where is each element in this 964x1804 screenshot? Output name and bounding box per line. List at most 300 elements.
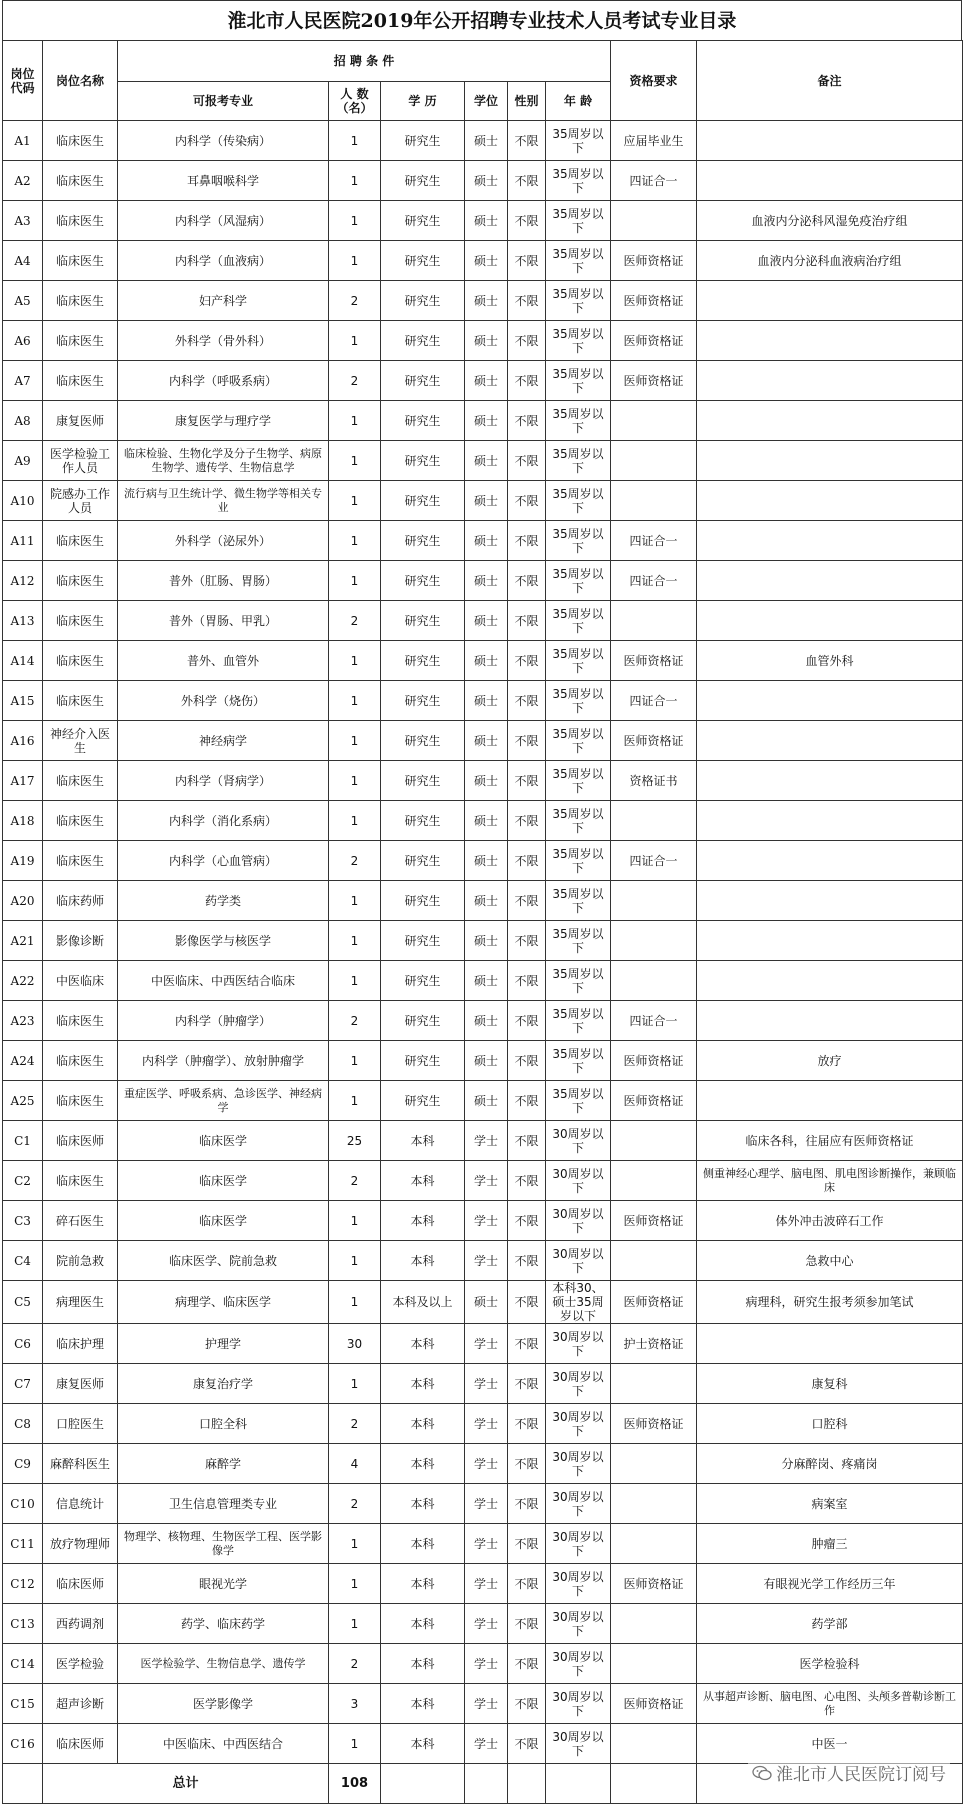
row-education: 研究生: [381, 601, 465, 641]
row-count: 1: [329, 721, 381, 761]
row-degree: 硕士: [465, 561, 508, 601]
row-note: 血液内分泌科血液病治疗组: [697, 241, 963, 281]
row-code: A24: [3, 1041, 43, 1081]
row-count: 1: [329, 161, 381, 201]
row-qualification: [611, 921, 697, 961]
table-row: [3, 1161, 963, 1201]
row-age: 30周岁以下: [546, 1524, 611, 1564]
row-note: [697, 881, 963, 921]
row-major: 眼视光学: [118, 1564, 329, 1604]
row-note: 口腔科: [697, 1404, 963, 1444]
row-major: 内科学（风湿病）: [118, 201, 329, 241]
row-education: 本科: [381, 1161, 465, 1201]
row-age: 30周岁以下: [546, 1324, 611, 1364]
row-count: 1: [329, 1241, 381, 1281]
row-qualification: [611, 1161, 697, 1201]
row-degree: 硕士: [465, 761, 508, 801]
row-education: 研究生: [381, 681, 465, 721]
row-qualification: [611, 1724, 697, 1764]
row-gender: 不限: [508, 841, 546, 881]
row-education: 研究生: [381, 321, 465, 361]
row-code: A6: [3, 321, 43, 361]
row-degree: 硕士: [465, 201, 508, 241]
row-degree: 硕士: [465, 521, 508, 561]
table-row: [3, 281, 963, 321]
row-post: 临床医生: [43, 681, 118, 721]
row-education: 研究生: [381, 481, 465, 521]
table-row: [3, 641, 963, 681]
row-education: 研究生: [381, 241, 465, 281]
row-major: 中医临床、中西医结合临床: [118, 961, 329, 1001]
table-row: [3, 681, 963, 721]
row-degree: 硕士: [465, 601, 508, 641]
row-gender: 不限: [508, 961, 546, 1001]
row-code: C1: [3, 1121, 43, 1161]
row-post: 临床医生: [43, 521, 118, 561]
row-code: A14: [3, 641, 43, 681]
row-gender: 不限: [508, 1281, 546, 1324]
row-gender: 不限: [508, 1001, 546, 1041]
row-gender: 不限: [508, 441, 546, 481]
row-gender: 不限: [508, 1161, 546, 1201]
row-gender: 不限: [508, 681, 546, 721]
row-post: 医学检验工作人员: [43, 441, 118, 481]
table-row: [3, 1484, 963, 1524]
row-major: 医学影像学: [118, 1684, 329, 1724]
row-qualification: [611, 201, 697, 241]
row-post: 临床医生: [43, 561, 118, 601]
row-post: 临床医师: [43, 1564, 118, 1604]
row-major: 医学检验学、生物信息学、遗传学: [118, 1644, 329, 1684]
row-post: 临床医生: [43, 161, 118, 201]
row-gender: 不限: [508, 881, 546, 921]
row-qualification: 四证合一: [611, 161, 697, 201]
row-count: 1: [329, 1041, 381, 1081]
row-gender: 不限: [508, 1684, 546, 1724]
row-note: [697, 1324, 963, 1364]
row-major: 内科学（传染病）: [118, 121, 329, 161]
row-code: C8: [3, 1404, 43, 1444]
row-code: C3: [3, 1201, 43, 1241]
total-empty-cell: [465, 1764, 508, 1804]
row-code: A22: [3, 961, 43, 1001]
row-qualification: 四证合一: [611, 561, 697, 601]
row-qualification: 医师资格证: [611, 1041, 697, 1081]
row-age: 30周岁以下: [546, 1724, 611, 1764]
row-major: 外科学（烧伤）: [118, 681, 329, 721]
row-count: 2: [329, 1484, 381, 1524]
row-age: 35周岁以下: [546, 401, 611, 441]
row-degree: 学士: [465, 1444, 508, 1484]
row-age: 30周岁以下: [546, 1644, 611, 1684]
row-qualification: [611, 1241, 697, 1281]
row-post: 临床医生: [43, 641, 118, 681]
row-code: C4: [3, 1241, 43, 1281]
row-degree: 学士: [465, 1161, 508, 1201]
table-row: [3, 1644, 963, 1684]
row-gender: 不限: [508, 601, 546, 641]
row-note: 肿瘤三: [697, 1524, 963, 1564]
row-qualification: [611, 1121, 697, 1161]
row-code: A1: [3, 121, 43, 161]
row-qualification: [611, 1444, 697, 1484]
recruitment-table: [2, 40, 963, 1804]
table-row: [3, 601, 963, 641]
row-post: 神经介入医生: [43, 721, 118, 761]
row-major: 内科学（肾病学）: [118, 761, 329, 801]
row-qualification: 护士资格证: [611, 1324, 697, 1364]
row-count: 1: [329, 1564, 381, 1604]
table-row: [3, 1324, 963, 1364]
row-major: 康复治疗学: [118, 1364, 329, 1404]
row-qualification: 医师资格证: [611, 241, 697, 281]
row-code: A13: [3, 601, 43, 641]
header-conditions: 招 聘 条 件: [118, 41, 611, 82]
row-qualification: [611, 1484, 697, 1524]
row-major: 内科学（肿瘤学）、放射肿瘤学: [118, 1041, 329, 1081]
row-count: 4: [329, 1444, 381, 1484]
row-degree: 硕士: [465, 361, 508, 401]
row-degree: 硕士: [465, 121, 508, 161]
row-code: A25: [3, 1081, 43, 1121]
row-education: 研究生: [381, 841, 465, 881]
row-code: A2: [3, 161, 43, 201]
table-row: [3, 961, 963, 1001]
row-post: 临床医生: [43, 841, 118, 881]
header-degree: 学位: [465, 82, 508, 121]
row-note: [697, 1081, 963, 1121]
row-post: 临床医生: [43, 361, 118, 401]
row-note: [697, 121, 963, 161]
row-post: 临床医生: [43, 321, 118, 361]
table-row: [3, 241, 963, 281]
row-note: [697, 361, 963, 401]
row-major: 内科学（消化系病）: [118, 801, 329, 841]
row-note: [697, 561, 963, 601]
table-body: [3, 121, 963, 1764]
row-qualification: 四证合一: [611, 681, 697, 721]
row-gender: 不限: [508, 1724, 546, 1764]
row-education: 本科: [381, 1564, 465, 1604]
row-gender: 不限: [508, 1324, 546, 1364]
row-note: [697, 801, 963, 841]
table-row: [3, 1081, 963, 1121]
row-count: 2: [329, 841, 381, 881]
row-note: 中医一: [697, 1724, 963, 1764]
table-row: [3, 1281, 963, 1324]
row-major: 护理学: [118, 1324, 329, 1364]
row-code: A23: [3, 1001, 43, 1041]
row-note: 病理科，研究生报考须参加笔试: [697, 1281, 963, 1324]
row-post: 康复医师: [43, 1364, 118, 1404]
row-age: 35周岁以下: [546, 241, 611, 281]
row-code: C11: [3, 1524, 43, 1564]
row-age: 35周岁以下: [546, 201, 611, 241]
row-major: 中医临床、中西医结合: [118, 1724, 329, 1764]
row-education: 本科: [381, 1324, 465, 1364]
header-gender: 性别: [508, 82, 546, 121]
row-post: 影像诊断: [43, 921, 118, 961]
row-education: 研究生: [381, 1041, 465, 1081]
row-note: [697, 521, 963, 561]
row-degree: 学士: [465, 1404, 508, 1444]
row-age: 35周岁以下: [546, 801, 611, 841]
row-education: 研究生: [381, 641, 465, 681]
total-empty-cell: [3, 1764, 43, 1804]
row-education: 本科: [381, 1444, 465, 1484]
table-row: [3, 1444, 963, 1484]
row-post: 院感办工作人员: [43, 481, 118, 521]
row-count: 1: [329, 1281, 381, 1324]
row-code: C12: [3, 1564, 43, 1604]
row-degree: 硕士: [465, 921, 508, 961]
row-gender: 不限: [508, 761, 546, 801]
row-gender: 不限: [508, 1201, 546, 1241]
table-row: [3, 441, 963, 481]
row-qualification: [611, 881, 697, 921]
row-post: 临床医生: [43, 761, 118, 801]
table-row: [3, 1684, 963, 1724]
table-row: [3, 1001, 963, 1041]
row-degree: 硕士: [465, 241, 508, 281]
row-major: 口腔全科: [118, 1404, 329, 1444]
row-education: 研究生: [381, 281, 465, 321]
row-major: 外科学（骨外科）: [118, 321, 329, 361]
total-count: 108: [329, 1764, 381, 1804]
row-gender: 不限: [508, 321, 546, 361]
row-note: [697, 1001, 963, 1041]
row-code: A17: [3, 761, 43, 801]
row-post: 病理医生: [43, 1281, 118, 1324]
watermark: [748, 1758, 950, 1787]
row-code: A11: [3, 521, 43, 561]
row-note: 侧重神经心理学、脑电图、肌电图诊断操作，兼顾临床: [697, 1161, 963, 1201]
total-empty-cell: [546, 1764, 611, 1804]
row-code: A5: [3, 281, 43, 321]
row-degree: 学士: [465, 1241, 508, 1281]
row-qualification: 应届毕业生: [611, 121, 697, 161]
row-code: C6: [3, 1324, 43, 1364]
table-row: [3, 921, 963, 961]
row-count: 1: [329, 1724, 381, 1764]
row-gender: 不限: [508, 561, 546, 601]
row-degree: 学士: [465, 1324, 508, 1364]
row-qualification: 医师资格证: [611, 361, 697, 401]
row-age: 35周岁以下: [546, 681, 611, 721]
row-count: 1: [329, 921, 381, 961]
row-post: 临床医生: [43, 1161, 118, 1201]
row-code: C2: [3, 1161, 43, 1201]
row-count: 1: [329, 241, 381, 281]
row-degree: 硕士: [465, 801, 508, 841]
table-row: [3, 201, 963, 241]
row-age: 35周岁以下: [546, 321, 611, 361]
row-degree: 学士: [465, 1201, 508, 1241]
row-major: 妇产科学: [118, 281, 329, 321]
row-education: 本科: [381, 1484, 465, 1524]
row-note: [697, 281, 963, 321]
row-code: A15: [3, 681, 43, 721]
row-count: 1: [329, 1524, 381, 1564]
row-major: 康复医学与理疗学: [118, 401, 329, 441]
row-note: 病案室: [697, 1484, 963, 1524]
row-note: 血液内分泌科风湿免疫治疗组: [697, 201, 963, 241]
row-count: 2: [329, 1161, 381, 1201]
row-major: 内科学（血液病）: [118, 241, 329, 281]
table-row: [3, 1201, 963, 1241]
row-education: 本科: [381, 1724, 465, 1764]
row-age: 35周岁以下: [546, 1001, 611, 1041]
row-qualification: [611, 601, 697, 641]
row-education: 研究生: [381, 721, 465, 761]
row-code: C13: [3, 1604, 43, 1644]
row-major: 临床医学: [118, 1201, 329, 1241]
table-row: [3, 361, 963, 401]
row-education: 本科: [381, 1644, 465, 1684]
row-age: 35周岁以下: [546, 921, 611, 961]
row-gender: 不限: [508, 921, 546, 961]
row-note: 从事超声诊断、脑电图、心电图、头颅多普勒诊断工作: [697, 1684, 963, 1724]
row-note: [697, 921, 963, 961]
row-post: 临床医师: [43, 1724, 118, 1764]
total-empty-cell: [508, 1764, 546, 1804]
header-post: 岗位名称: [43, 41, 118, 121]
table-row: [3, 1121, 963, 1161]
row-note: 放疗: [697, 1041, 963, 1081]
row-age: 35周岁以下: [546, 521, 611, 561]
table-row: [3, 481, 963, 521]
header-code: 岗位代码: [3, 41, 43, 121]
row-age: 35周岁以下: [546, 961, 611, 1001]
row-count: 2: [329, 1001, 381, 1041]
row-gender: 不限: [508, 161, 546, 201]
row-qualification: 医师资格证: [611, 1404, 697, 1444]
row-education: 研究生: [381, 801, 465, 841]
row-note: [697, 441, 963, 481]
row-count: 1: [329, 1364, 381, 1404]
row-note: 有眼视光学工作经历三年: [697, 1564, 963, 1604]
row-note: 康复科: [697, 1364, 963, 1404]
row-qualification: [611, 401, 697, 441]
row-post: 院前急救: [43, 1241, 118, 1281]
row-qualification: 医师资格证: [611, 1081, 697, 1121]
row-gender: 不限: [508, 1524, 546, 1564]
row-note: [697, 761, 963, 801]
row-gender: 不限: [508, 521, 546, 561]
row-code: A8: [3, 401, 43, 441]
row-gender: 不限: [508, 1121, 546, 1161]
table-row: [3, 1564, 963, 1604]
row-major: 神经病学: [118, 721, 329, 761]
row-education: 研究生: [381, 761, 465, 801]
row-code: A4: [3, 241, 43, 281]
table-row: [3, 1041, 963, 1081]
row-age: 30周岁以下: [546, 1564, 611, 1604]
row-note: 分麻醉岗、疼痛岗: [697, 1444, 963, 1484]
document-title: 淮北市人民医院2019年公开招聘专业技术人员考试专业目录: [2, 0, 962, 40]
table-row: [3, 801, 963, 841]
row-post: 放疗物理师: [43, 1524, 118, 1564]
row-count: 1: [329, 641, 381, 681]
row-education: 本科: [381, 1524, 465, 1564]
row-degree: 硕士: [465, 881, 508, 921]
row-code: C7: [3, 1364, 43, 1404]
row-gender: 不限: [508, 1364, 546, 1404]
row-major: 病理学、临床医学: [118, 1281, 329, 1324]
row-age: 35周岁以下: [546, 481, 611, 521]
row-qualification: 资格证书: [611, 761, 697, 801]
row-post: 临床医生: [43, 1001, 118, 1041]
row-age: 30周岁以下: [546, 1201, 611, 1241]
row-age: 35周岁以下: [546, 121, 611, 161]
row-count: 2: [329, 1404, 381, 1444]
row-degree: 硕士: [465, 681, 508, 721]
row-education: 本科: [381, 1121, 465, 1161]
row-age: 35周岁以下: [546, 761, 611, 801]
table-row: [3, 1524, 963, 1564]
table-row: [3, 761, 963, 801]
row-education: 本科: [381, 1404, 465, 1444]
row-age: 35周岁以下: [546, 721, 611, 761]
row-education: 本科: [381, 1364, 465, 1404]
row-education: 研究生: [381, 201, 465, 241]
row-post: 临床医生: [43, 1041, 118, 1081]
row-degree: 硕士: [465, 841, 508, 881]
row-code: A3: [3, 201, 43, 241]
table-row: [3, 321, 963, 361]
row-qualification: [611, 801, 697, 841]
row-major: 影像医学与核医学: [118, 921, 329, 961]
row-degree: 硕士: [465, 1081, 508, 1121]
row-major: 内科学（呼吸系病）: [118, 361, 329, 401]
row-major: 卫生信息管理类专业: [118, 1484, 329, 1524]
row-major: 麻醉学: [118, 1444, 329, 1484]
row-education: 本科: [381, 1241, 465, 1281]
row-degree: 硕士: [465, 281, 508, 321]
row-degree: 硕士: [465, 721, 508, 761]
row-education: 研究生: [381, 161, 465, 201]
row-major: 药学、临床药学: [118, 1604, 329, 1644]
row-code: C16: [3, 1724, 43, 1764]
row-qualification: [611, 1644, 697, 1684]
row-count: 1: [329, 521, 381, 561]
row-count: 1: [329, 961, 381, 1001]
row-note: [697, 961, 963, 1001]
row-degree: 学士: [465, 1364, 508, 1404]
header-notes: 备注: [697, 41, 963, 121]
row-note: 医学检验科: [697, 1644, 963, 1684]
row-gender: 不限: [508, 1444, 546, 1484]
header-count: 人 数（名）: [329, 82, 381, 121]
row-post: 中医临床: [43, 961, 118, 1001]
watermark-text: 淮北市人民医院订阅号: [776, 1765, 946, 1785]
row-post: 康复医师: [43, 401, 118, 441]
row-education: 研究生: [381, 521, 465, 561]
row-gender: 不限: [508, 1081, 546, 1121]
row-degree: 学士: [465, 1484, 508, 1524]
wechat-icon: [752, 1765, 772, 1781]
row-gender: 不限: [508, 1241, 546, 1281]
row-note: [697, 321, 963, 361]
row-code: C15: [3, 1684, 43, 1724]
row-post: 临床医生: [43, 201, 118, 241]
row-degree: 硕士: [465, 321, 508, 361]
row-count: 1: [329, 201, 381, 241]
row-major: 内科学（心血管病）: [118, 841, 329, 881]
row-code: A12: [3, 561, 43, 601]
row-count: 1: [329, 321, 381, 361]
table-row: [3, 1364, 963, 1404]
